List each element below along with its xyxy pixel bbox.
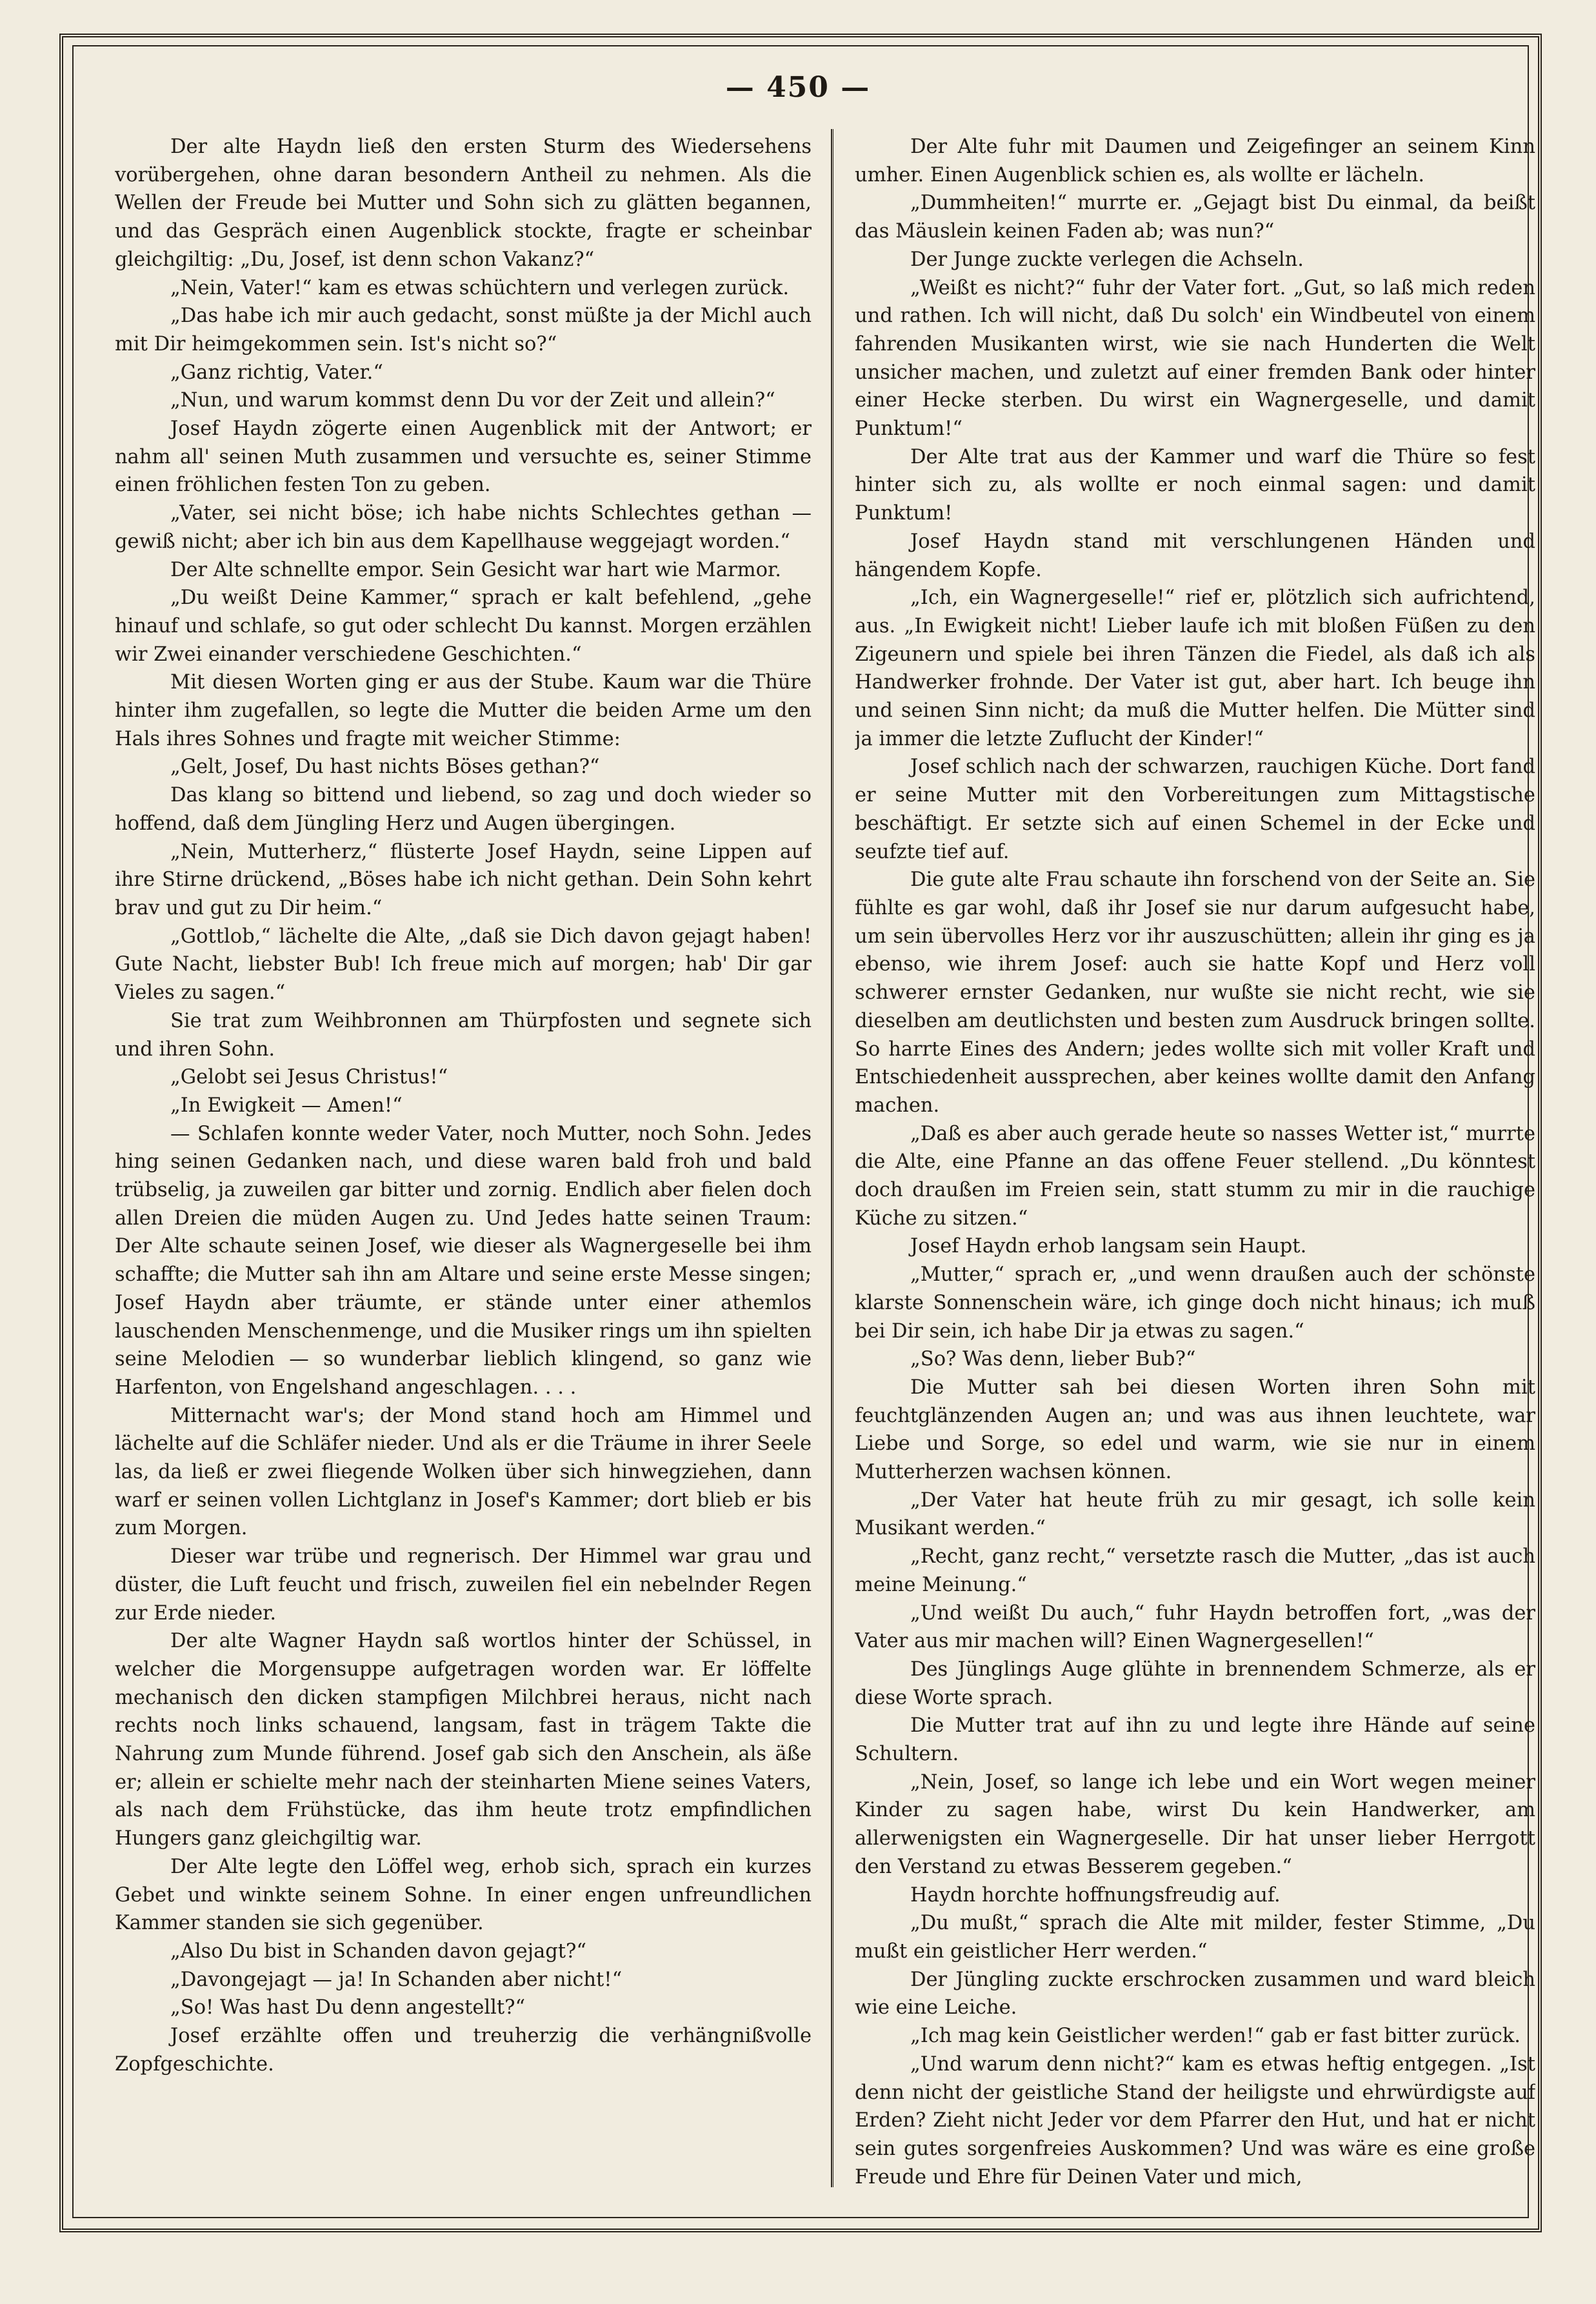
paragraph: Die Mutter trat auf ihn zu und legte ihre Hände auf seine Schultern. bbox=[855, 1714, 1535, 1766]
paragraph: „Gelobt sei Jesus Christus!“ bbox=[170, 1066, 448, 1089]
paragraph: Mitternacht war's; der Mond stand hoch am Himmel und lächelte auf die Schläfer nieder. Und als er die Träume in ihrer Seele las, da ließ er zwei fliegende Wolken über sich hinwegziehen, dann warf er seinen vollen Lichtglanz in Josef's Kammer; dort blieb er bis zum Morgen. bbox=[115, 1404, 812, 1540]
paragraph: „Mutter,“ sprach er, „und wenn draußen auch der schönste klarste Sonnenschein wäre, ich ginge doch nicht hinaus; ich muß bei Dir sein, ich habe Dir ja etwas zu sagen.“ bbox=[855, 1263, 1535, 1343]
paragraph: Das klang so bittend und liebend, so zag und doch wieder so hoffend, daß dem Jüngling Herz und Augen übergingen. bbox=[115, 784, 812, 835]
paragraph: „Davongejagt — ja! In Schanden aber nicht!“ bbox=[170, 1968, 623, 1991]
paragraph: „Also Du bist in Schanden davon gejagt?“ bbox=[170, 1940, 586, 1963]
paragraph: „In Ewigkeit — Amen!“ bbox=[170, 1094, 403, 1117]
paragraph: Der alte Wagner Haydn saß wortlos hinter der Schüssel, in welcher die Morgensuppe aufgetragen worden war. Er löffelte mechanisch den dicken stampfigen Milchbrei heraus, nicht nach rechts noch links schauend, langsam, fast in trägem Takte die Nahrung zum Munde führend. Josef gab sich den Anschein, als äße er; allein er schielte mehr nach der steinharten Miene seines Vaters, als nach dem Frühstücke, das ihm heute trotz empfindlichen Hungers ganz gleichgiltig war. bbox=[115, 1630, 812, 1850]
paragraph: „Ich, ein Wagnergeselle!“ rief er, plötzlich sich aufrichtend, aus. „In Ewigkeit nicht! Lieber laufe ich mit bloßen Füßen zu den Zigeunern und spiele bei ihren Tänzen die Fiedel, als daß ich als Handwerker frohnde. Der Vater ist gut, aber hart. Ich beuge ihn und seinen Sinn nicht; da muß die Mutter helfen. Die Mütter sind ja immer die letzte Zuflucht der Kinder!“ bbox=[855, 586, 1535, 750]
paragraph: Der Alte trat aus der Kammer und warf die Thüre so fest hinter sich zu, als wollte er noch einmal sagen: und damit Punktum! bbox=[855, 445, 1535, 525]
paragraph: Der Jüngling zuckte erschrocken zusammen und ward bleich wie eine Leiche. bbox=[855, 1968, 1535, 2019]
paragraph: „Nein, Mutterherz,“ flüsterte Josef Haydn, seine Lippen auf ihre Stirne drückend, „Böses habe ich nicht gethan. Dein Sohn kehrt brav und gut zu Dir heim.“ bbox=[115, 840, 812, 919]
paragraph: Haydn horchte hoffnungsfreudig auf. bbox=[910, 1883, 1281, 1907]
paragraph: Des Jünglings Auge glühte in brennendem Schmerze, als er diese Worte sprach. bbox=[855, 1658, 1535, 1709]
paragraph: „Der Vater hat heute früh zu mir gesagt, ich solle kein Musikant werden.“ bbox=[855, 1488, 1535, 1540]
right-column bbox=[855, 133, 1535, 2191]
paragraph: „Daß es aber auch gerade heute so nasses Wetter ist,“ murrte die Alte, eine Pfanne an das offene Feuer stellend. „Du könntest doch draußen im Freien sein, statt stumm zu mir in die rauchige Küche zu sitzen.“ bbox=[855, 1122, 1535, 1230]
paragraph: — Schlafen konnte weder Vater, noch Mutter, noch Sohn. Jedes hing seinen Gedanken nach, und diese waren bald froh und bald trübselig, ja zuweilen gar bitter und zornig. Endlich aber fielen doch allen Dreien die müden Augen zu. Und Jedes hatte seinen Traum: Der Alte schaute seinen Josef, wie dieser als Wagnergeselle bei ihm schaffte; die Mutter sah ihn am Altare und seine erste Messe singen; Josef Haydn aber träumte, er stände unter einer athemlos lauschenden Menschenmenge, und die Musiker rings um ihn spielten seine Melodien — so wunderbar lieblich klingend, so ganz wie Harfenton, von Engelshand angeschlagen. . . . bbox=[115, 1122, 812, 1399]
paragraph: „Und warum denn nicht?“ kam es etwas heftig entgegen. „Ist denn nicht der geistliche Stand der heiligste und ehrwürdigste auf Erden? Zieht nicht Jeder vor dem Pfarrer den Hut, und hat er nicht sein gutes sorgenfreies Auskommen? Und was wäre es eine große Freude und Ehre für Deinen Vater und mich, bbox=[855, 2052, 1535, 2189]
paragraph: Josef Haydn stand mit verschlungenen Händen und hängendem Kopfe. bbox=[855, 530, 1535, 581]
paragraph: „Gottlob,“ lächelte die Alte, „daß sie Dich davon gejagt haben! Gute Nacht, liebster Bub! Ich freue mich auf morgen; hab' Dir gar Vieles zu sagen.“ bbox=[115, 925, 812, 1005]
paragraph: Josef schlich nach der schwarzen, rauchigen Küche. Dort fand er seine Mutter mit den Vorbereitungen zum Mittagstische beschäftigt. Er setzte sich auf einen Schemel in der Ecke und seufzte tief auf. bbox=[855, 756, 1535, 863]
paragraph: „Gelt, Josef, Du hast nichts Böses gethan?“ bbox=[170, 756, 600, 779]
paragraph: „Du mußt,“ sprach die Alte mit milder, fester Stimme, „Du mußt ein geistlicher Herr werden.“ bbox=[855, 1912, 1535, 1963]
paragraph: Josef erzählte offen und treuherzig die verhängnißvolle Zopfgeschichte. bbox=[115, 2025, 812, 2076]
paragraph: Dieser war trübe und regnerisch. Der Himmel war grau und düster, die Luft feucht und frisch, zuweilen fiel ein nebelnder Regen zur Erde nieder. bbox=[115, 1545, 812, 1625]
paragraph: „Vater, sei nicht böse; ich habe nichts Schlechtes gethan — gewiß nicht; aber ich bin aus dem Kapellhause weggejagt worden.“ bbox=[115, 502, 812, 553]
paragraph: Die gute alte Frau schaute ihn forschend von der Seite an. Sie fühlte es gar wohl, daß ihr Josef sie nur darum aufgesucht habe, um sein übervolles Herz vor ihr auszuschütten; allein ihr ging es ja ebenso, wie ihrem Josef: auch sie hatte Kopf und Herz voll schwerer ernster Gedanken, nur wußte sie nicht recht, wie sie dieselben am deutlichsten und besten zum Ausdruck bringen sollte. So harrte Eines des Andern; jedes wollte sich mit voller Kraft und Entschiedenheit aussprechen, aber keines wollte damit den Anfang machen. bbox=[855, 868, 1535, 1117]
column-divider bbox=[831, 129, 833, 2187]
paragraph: „Weißt es nicht?“ fuhr der Vater fort. „Gut, so laß mich reden und rathen. Ich will nicht, daß Du solch' ein Windbeutel von einem fahrenden Musikanten wirst, wie sie nach Hunderten die Welt unsicher machen, und zuletzt auf einer fremden Bank oder hinter einer Hecke sterben. Du wirst ein Wagnergeselle, und damit Punktum!“ bbox=[855, 276, 1535, 441]
paragraph: „So! Was hast Du denn angestellt?“ bbox=[170, 1996, 526, 2019]
paragraph: Die Mutter sah bei diesen Worten ihren Sohn mit feuchtglänzenden Augen an; und was aus ihnen leuchtete, war Liebe und Sorge, so edel und warm, wie sie nur in einem Mutterherzen wachsen können. bbox=[855, 1376, 1535, 1484]
paragraph: Der Junge zuckte verlegen die Achseln. bbox=[910, 248, 1304, 271]
paragraph: „Nein, Josef, so lange ich lebe und ein Wort wegen meiner Kinder zu sagen habe, wirst Du kein Handwerker, am allerwenigsten ein Wagnergeselle. Dir hat unser lieber Herrgott den Verstand zu etwas Besserem gegeben.“ bbox=[855, 1770, 1535, 1878]
paragraph: „So? Was denn, lieber Bub?“ bbox=[910, 1348, 1196, 1371]
paragraph: „Und weißt Du auch,“ fuhr Haydn betroffen fort, „was der Vater aus mir machen will? Einen Wagnergesellen!“ bbox=[855, 1601, 1535, 1653]
left-column bbox=[115, 133, 812, 2191]
paragraph: „Dummheiten!“ murrte er. „Gejagt bist Du einmal, da beißt das Mäuslein keinen Faden ab; was nun?“ bbox=[855, 192, 1535, 243]
paragraph: „Recht, ganz recht,“ versetzte rasch die Mutter, „das ist auch meine Meinung.“ bbox=[855, 1545, 1535, 1596]
paragraph: Josef Haydn zögerte einen Augenblick mit der Antwort; er nahm all' seinen Muth zusammen und versuchte es, seiner Stimme einen fröhlichen festen Ton zu geben. bbox=[115, 417, 812, 497]
paragraph: Der alte Haydn ließ den ersten Sturm des Wiedersehens vorübergehen, ohne daran besondern Antheil zu nehmen. Als die Wellen der Freude bei Mutter und Sohn sich zu glätten begannen, und das Gespräch einen Augenblick stockte, fragte er scheinbar gleichgiltig: „Du, Josef, ist denn schon Vakanz?“ bbox=[115, 135, 812, 271]
paragraph: Josef Haydn erhob langsam sein Haupt. bbox=[910, 1235, 1307, 1258]
paragraph: „Nein, Vater!“ kam es etwas schüchtern und verlegen zurück. bbox=[170, 276, 790, 299]
paragraph: Der Alte fuhr mit Daumen und Zeigefinger an seinem Kinn umher. Einen Augenblick schien es, als wollte er lächeln. bbox=[855, 135, 1535, 186]
page-number: — 450 — bbox=[725, 71, 871, 104]
paragraph: „Nun, und warum kommst denn Du vor der Zeit und allein?“ bbox=[170, 389, 775, 412]
paragraph: Mit diesen Worten ging er aus der Stube. Kaum war die Thüre hinter ihm zugefallen, so legte die Mutter die beiden Arme um den Hals ihres Sohnes und fragte mit weicher Stimme: bbox=[115, 671, 812, 750]
paragraph: „Das habe ich mir auch gedacht, sonst müßte ja der Michl auch mit Dir heimgekommen sein. Ist's nicht so?“ bbox=[115, 305, 812, 356]
paragraph: Der Alte schnellte empor. Sein Gesicht war hart wie Marmor. bbox=[170, 558, 781, 581]
paragraph: „Du weißt Deine Kammer,“ sprach er kalt befehlend, „gehe hinauf und schlafe, so gut oder schlecht Du kannst. Morgen erzählen wir Zwei einander verschiedene Geschichten.“ bbox=[115, 586, 812, 666]
paragraph: Sie trat zum Weihbronnen am Thürpfosten und segnete sich und ihren Sohn. bbox=[115, 1009, 812, 1061]
paragraph: „Ganz richtig, Vater.“ bbox=[170, 361, 383, 384]
paragraph: Der Alte legte den Löffel weg, erhob sich, sprach ein kurzes Gebet und winkte seinem Sohne. In einer engen unfreundlichen Kammer standen sie sich gegenüber. bbox=[115, 1855, 812, 1935]
paragraph: „Ich mag kein Geistlicher werden!“ gab er fast bitter zurück. bbox=[910, 2025, 1521, 2048]
